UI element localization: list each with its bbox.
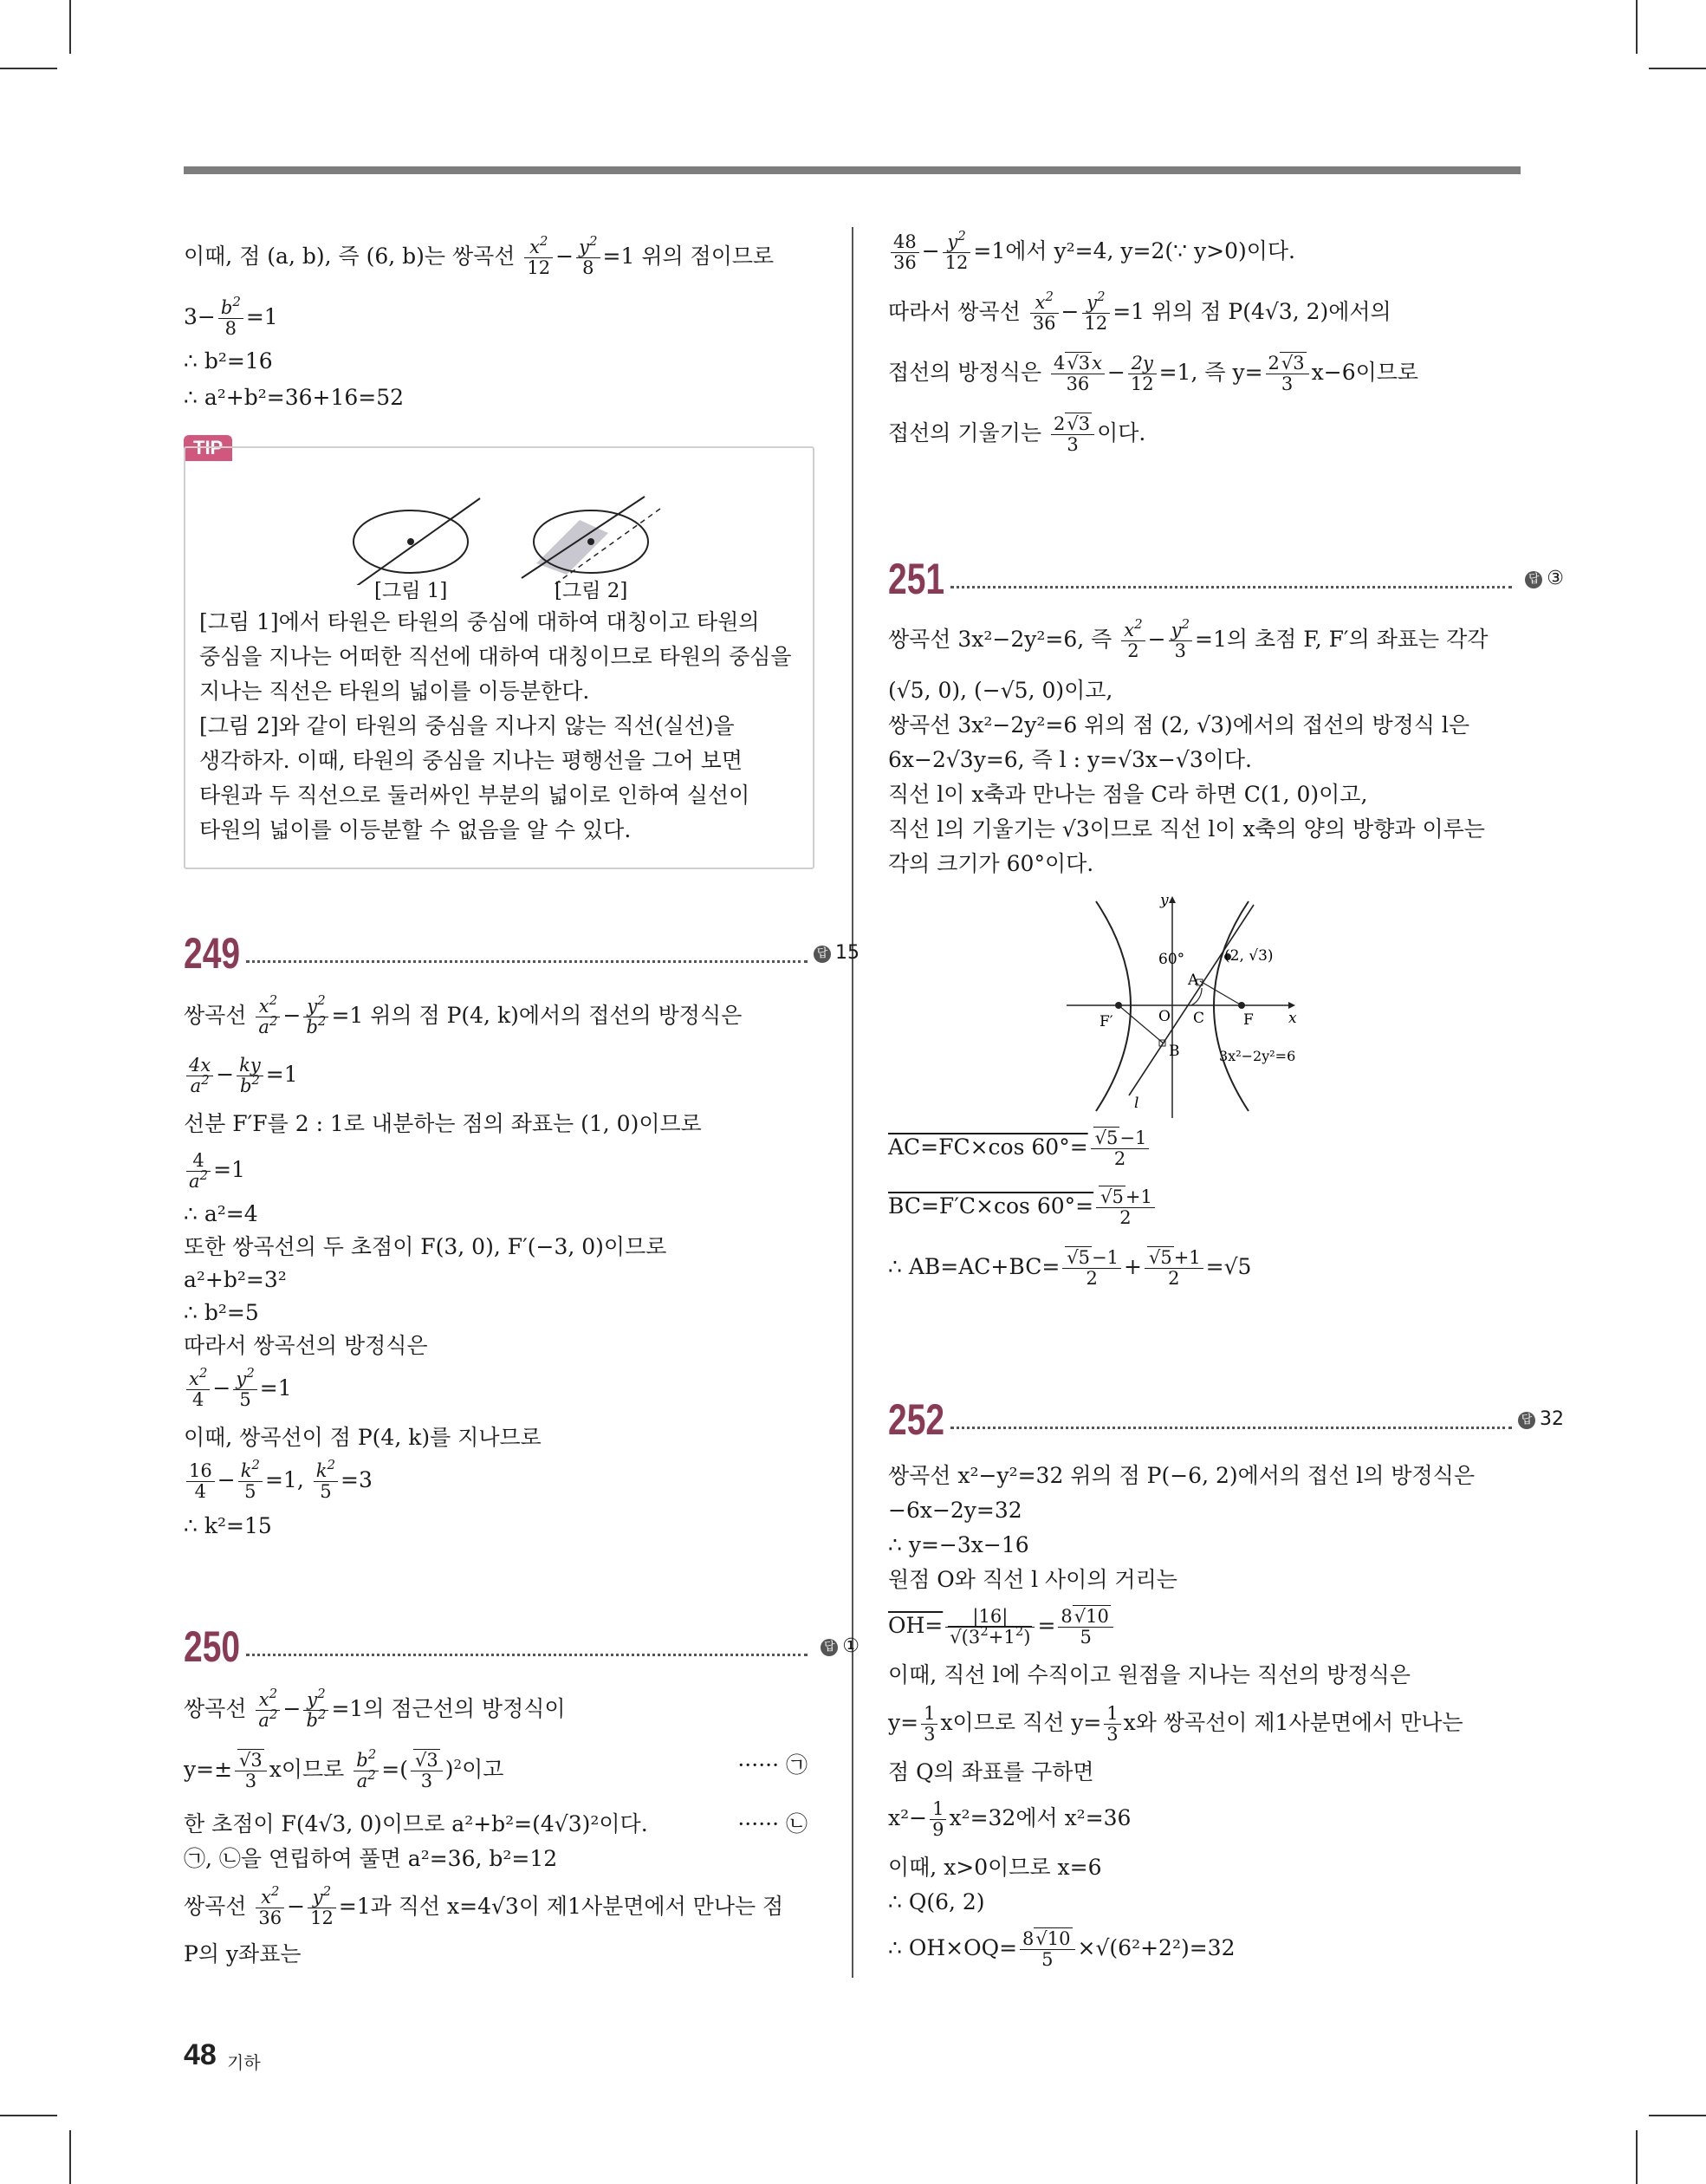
text-line: ∴ a²+b²=36+16=52 bbox=[184, 385, 405, 410]
answer: 답 ① bbox=[821, 1635, 859, 1659]
column-divider bbox=[852, 227, 853, 1978]
text-line: ㉠, ㉡을 연립하여 풀면 a²=36, b²=12 bbox=[184, 1846, 558, 1871]
tip-text: [그림 2]와 같이 타원의 중심을 지나지 않는 직선(실선)을 bbox=[199, 713, 735, 738]
tip-text: 타원과 두 직선으로 둘러싸인 부분의 넓이로 인하여 실선이 bbox=[199, 783, 750, 808]
crop-mark bbox=[69, 2130, 71, 2184]
label-Fp: F′ bbox=[1099, 1013, 1113, 1030]
header-rule bbox=[184, 166, 1521, 174]
crop-mark bbox=[1636, 2130, 1638, 2184]
label-l: l bbox=[1134, 1095, 1139, 1112]
text-line: 직선 l이 x축과 만나는 점을 C라 하면 C(1, 0)이고, bbox=[888, 782, 1368, 807]
text-line: 접선의 방정식은 $\frac{4√3x}{36}$ − $\frac{2y}{12}$ =1, 즉 y= $\frac{2√3}{3}$ x−6이므로 bbox=[888, 353, 1419, 394]
segment-FpB bbox=[1119, 1005, 1164, 1043]
tip-text: 생각하자. 이때, 타원의 중심을 지나는 평행선을 그어 보면 bbox=[199, 748, 743, 773]
text-line: 각의 크기가 60°이다. bbox=[888, 851, 1094, 876]
figure2-center bbox=[587, 538, 594, 545]
text-line: 접선의 기울기는 $\frac{2√3}{3}$ 이다. bbox=[888, 413, 1146, 455]
text-line: 이때, x>0이므로 x=6 bbox=[888, 1855, 1102, 1880]
dotted-leader bbox=[950, 586, 1512, 588]
text-line: a²+b²=3² bbox=[184, 1267, 287, 1292]
text-line: 따라서 쌍곡선의 방정식은 bbox=[184, 1333, 428, 1358]
text-line: ∴ Q(6, 2) bbox=[888, 1889, 985, 1914]
text-line: ∴ b²=16 bbox=[184, 348, 273, 374]
answer-icon: 답 bbox=[821, 1639, 838, 1656]
section-251-header bbox=[888, 555, 1564, 603]
text-line: 또한 쌍곡선의 두 초점이 F(3, 0), F′(−3, 0)이므로 bbox=[184, 1234, 667, 1259]
tip-text: 타원의 넓이를 이등분할 수 없음을 알 수 있다. bbox=[199, 817, 632, 842]
figure1-center bbox=[407, 538, 414, 545]
text-line: $\frac{16}{4}$ − $\frac{k^2}{5}$ =1, $\frac{k^2}{5}$ =3 bbox=[184, 1461, 373, 1502]
tip-box bbox=[184, 446, 814, 869]
text-line: 쌍곡선 3x²−2y²=6 위의 점 (2, √3)에서의 접선의 방정식 l은 bbox=[888, 712, 1470, 738]
text-line: 이때, 직선 l에 수직이고 원점을 지나는 직선의 방정식은 bbox=[888, 1662, 1411, 1687]
section-249-header bbox=[184, 929, 859, 978]
text-line: OH= $\frac{|16|}{√(3^2+1^2)}$ = $\frac{8√10}{5}$ bbox=[888, 1607, 1116, 1648]
hyperbola-left-branch bbox=[1096, 901, 1131, 1111]
tip-text: [그림 1]에서 타원은 타원의 중심에 대하여 대칭이고 타원의 bbox=[199, 609, 760, 634]
figure1-caption: [그림 1] bbox=[374, 580, 448, 602]
label-angle: 60° bbox=[1158, 951, 1185, 968]
figure2-caption: [그림 2] bbox=[555, 580, 628, 602]
text-line: 직선 l의 기울기는 √3이므로 직선 l이 x축의 양의 방향과 이루는 bbox=[888, 816, 1485, 842]
crop-mark bbox=[0, 68, 57, 69]
text-line: 이때, 점 (a, b), 즉 (6, b)는 쌍곡선 $\frac{x^2}{12}$ − $\frac{y^2}{8}$ =1 위의 점이므로 bbox=[184, 233, 775, 278]
text-line: y= $\frac{1}{3}$ x이므로 직선 y= $\frac{1}{3}$ x와 쌍곡선이 제1사분면에서 만나는 bbox=[888, 1703, 1463, 1745]
answer-icon: 답 bbox=[1518, 1412, 1535, 1429]
text-line: 이때, 쌍곡선이 점 P(4, k)를 지나므로 bbox=[184, 1425, 542, 1450]
crop-mark bbox=[0, 2115, 57, 2116]
text-line: AC=FC×cos 60°= $\frac{√5-1}{2}$ bbox=[888, 1128, 1151, 1169]
tip-text: 중심을 지나는 어떠한 직선에 대하여 대칭이므로 타원의 중심을 bbox=[199, 644, 792, 669]
text-line: (√5, 0), (−√5, 0)이고, bbox=[888, 678, 1113, 703]
text-line: 쌍곡선 x²−y²=32 위의 점 P(−6, 2)에서의 접선 l의 방정식은 bbox=[888, 1463, 1475, 1488]
text-line: ∴ y=−3x−16 bbox=[888, 1532, 1029, 1557]
text-line: 쌍곡선 $\frac{x^2}{36}$ − $\frac{y^2}{12}$ =1과 직선 x=4√3이 제1사분면에서 만나는 점 bbox=[184, 1883, 784, 1928]
text-line: ∴ a²=4 bbox=[184, 1201, 258, 1226]
label-x: x bbox=[1288, 1010, 1297, 1027]
text-line: −6x−2y=32 bbox=[888, 1498, 1022, 1523]
text-line: 쌍곡선 $\frac{x^2}{a^2}$ − $\frac{y^2}{b^2}$ =1의 점근선의 방정식이 bbox=[184, 1686, 566, 1731]
label-point: (2, √3) bbox=[1224, 947, 1274, 965]
answer-icon: 답 bbox=[1525, 571, 1542, 588]
section-number: 250 bbox=[184, 1622, 241, 1671]
label-B: B bbox=[1169, 1043, 1180, 1060]
text-line: 쌍곡선 3x²−2y²=6, 즉 $\frac{x^2}{2}$ − $\frac{y^2}{3}$ =1의 초점 F, F′의 좌표는 각각 bbox=[888, 616, 1489, 661]
text-line: 따라서 쌍곡선 $\frac{x^2}{36}$ − $\frac{y^2}{12}$ =1 위의 점 P(4√3, 2)에서의 bbox=[888, 289, 1391, 334]
answer: 답 32 bbox=[1518, 1407, 1564, 1432]
text-line: ∴ b²=5 bbox=[184, 1300, 259, 1325]
x-axis-arrow bbox=[1288, 1002, 1295, 1009]
section-252-header bbox=[888, 1395, 1564, 1444]
text-line: BC=F′C×cos 60°= $\frac{√5+1}{2}$ bbox=[888, 1187, 1158, 1228]
tip-text: 지나는 직선은 타원의 넓이를 이등분한다. bbox=[199, 679, 590, 704]
page-subject: 기하 bbox=[227, 2054, 261, 2073]
dotted-leader bbox=[246, 960, 808, 963]
section-number: 251 bbox=[888, 555, 945, 603]
text-line: 6x−2√3y=6, 즉 l : y=√3x−√3이다. bbox=[888, 747, 1253, 772]
section-number: 249 bbox=[184, 929, 241, 978]
section-250-header bbox=[184, 1622, 859, 1671]
text-line: $\frac{4x}{a^2}$ − $\frac{ky}{b^2}$ =1 bbox=[184, 1056, 298, 1096]
text-line: 원점 O와 직선 l 사이의 거리는 bbox=[888, 1567, 1177, 1592]
y-axis-arrow bbox=[1169, 896, 1176, 903]
label-O: O bbox=[1158, 1008, 1171, 1025]
point-F bbox=[1238, 1002, 1245, 1009]
text-line: x²− $\frac{1}{9}$ x²=32에서 x²=36 bbox=[888, 1798, 1132, 1840]
text-line: 한 초점이 F(4√3, 0)이므로 a²+b²=(4√3)²이다. ······ ㉡ bbox=[184, 1811, 808, 1836]
hyperbola-figure bbox=[1061, 894, 1356, 1120]
section-number: 252 bbox=[888, 1395, 945, 1444]
label-A: A bbox=[1188, 972, 1199, 989]
text-line: 쌍곡선 $\frac{x^2}{a^2}$ − $\frac{y^2}{b^2}$ =1 위의 점 P(4, k)에서의 접선의 방정식은 bbox=[184, 992, 743, 1037]
text-line: $\frac{x^2}{4}$ − $\frac{y^2}{5}$ =1 bbox=[184, 1369, 292, 1410]
answer: 답 15 bbox=[814, 941, 859, 965]
page-number: 48 bbox=[184, 2038, 217, 2071]
text-line: 선분 F′F를 2 : 1로 내분하는 점의 좌표는 (1, 0)이므로 bbox=[184, 1111, 702, 1136]
text-line: $\frac{48}{36}$ − $\frac{y^2}{12}$ =1에서 y²=4, y=2(∵ y>0)이다. bbox=[888, 232, 1295, 273]
crop-mark bbox=[1636, 0, 1638, 54]
label-equation: 3x²−2y²=6 bbox=[1219, 1048, 1296, 1064]
crop-mark bbox=[1649, 2115, 1706, 2116]
crop-mark bbox=[69, 0, 71, 54]
label-C: C bbox=[1193, 1010, 1205, 1027]
text-line: ∴ OH×OQ= $\frac{8√10}{5}$ ×√(6²+2²)=32 bbox=[888, 1928, 1236, 1970]
tangent-line-l bbox=[1129, 905, 1254, 1095]
tip-label: TIP bbox=[184, 435, 232, 461]
dotted-leader bbox=[950, 1427, 1512, 1429]
dotted-leader bbox=[246, 1654, 808, 1656]
crop-mark bbox=[1649, 68, 1706, 69]
answer: 답 ③ bbox=[1525, 567, 1564, 591]
text-line: P의 y좌표는 bbox=[184, 1941, 302, 1966]
ellipse-figures bbox=[185, 481, 813, 585]
text-line: y=± $\frac{√3}{3}$ x이므로 $\frac{b^2}{a^2}$ =( $\frac{√3}{3}$ )$^2$이고 ······ ㉠ bbox=[184, 1746, 808, 1791]
text-line: 점 Q의 좌표를 구하면 bbox=[888, 1759, 1094, 1784]
label-F: F bbox=[1243, 1011, 1254, 1029]
point-Fp bbox=[1115, 1002, 1122, 1009]
text-line: ∴ AB=AC+BC= $\frac{√5-1}{2}$ + $\frac{√5+1}{2}$ =√5 bbox=[888, 1247, 1252, 1289]
label-y: y bbox=[1160, 894, 1169, 909]
text-line: 3− $\frac{b^2}{8}$ =1 bbox=[184, 294, 278, 339]
text-line: ∴ k²=15 bbox=[184, 1513, 272, 1538]
answer-icon: 답 bbox=[814, 946, 831, 963]
segment-FA bbox=[1200, 981, 1242, 1005]
text-line: $\frac{4}{a^2}$ =1 bbox=[184, 1151, 245, 1192]
